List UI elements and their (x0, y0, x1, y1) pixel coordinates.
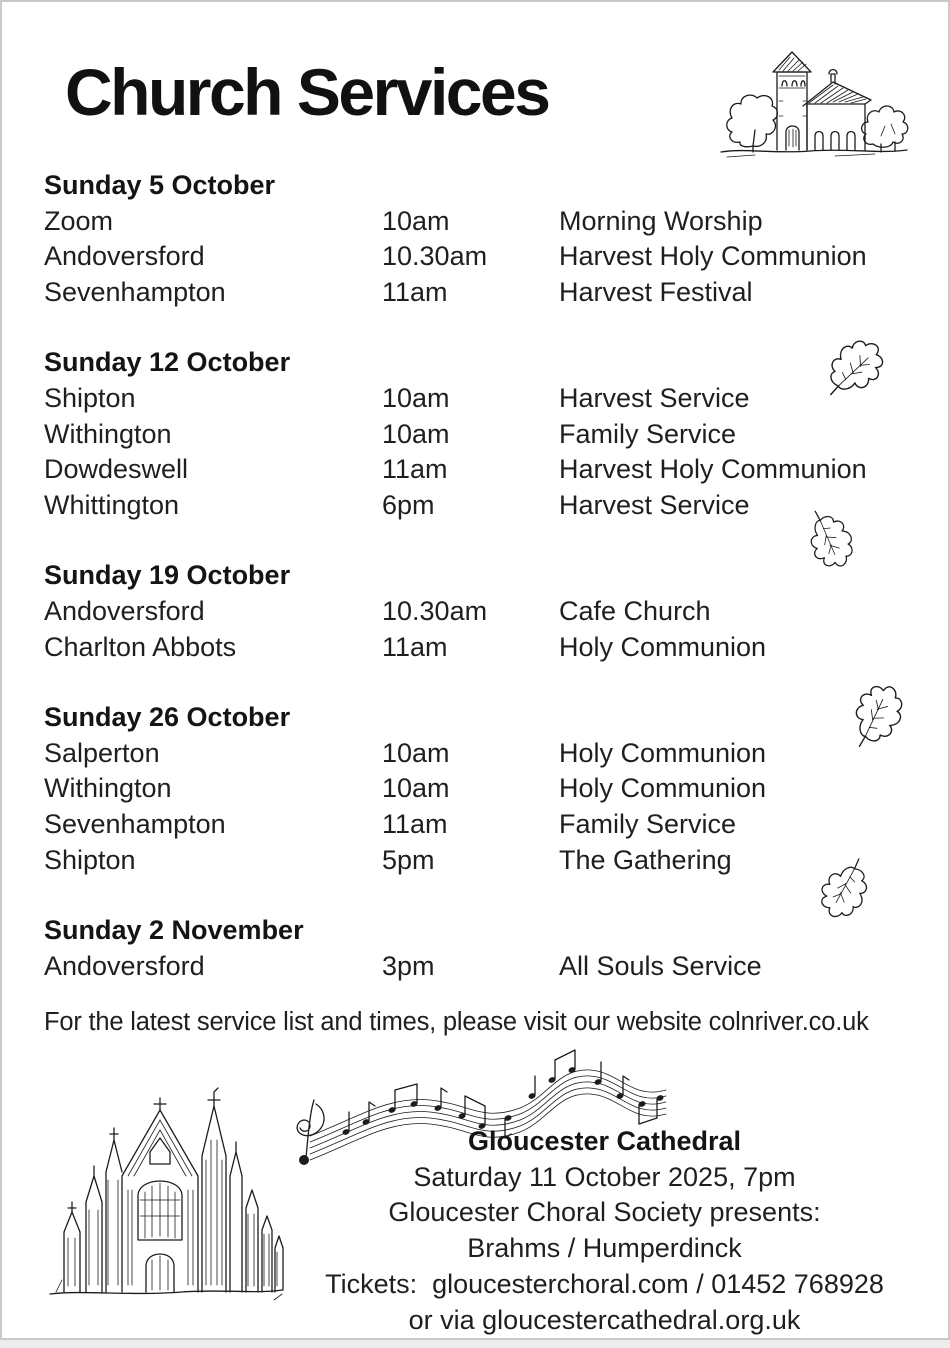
service-time: 11am (382, 631, 448, 662)
service-time: 11am (382, 808, 448, 839)
service-time: 10am (382, 418, 450, 449)
service-location: Andoversford (44, 595, 205, 626)
service-list (44, 168, 906, 1019)
event-tickets: Tickets: gloucesterchoral.com / 01452 768928 (325, 1268, 884, 1299)
event-presenter: Gloucester Choral Society presents: (388, 1197, 821, 1228)
service-name: Harvest Service (559, 382, 750, 413)
service-row (44, 239, 906, 275)
service-row (44, 771, 906, 807)
service-name: The Gathering (559, 844, 732, 875)
service-location: Dowdeswell (44, 454, 189, 485)
website-note: For the latest service list and times, please visit our website colnriver.co.uk (44, 1008, 869, 1036)
section-sunday-5-october (44, 168, 906, 310)
service-location: Andoversford (44, 241, 205, 272)
event-programme: Brahms / Humperdinck (467, 1233, 742, 1264)
service-time: 10am (382, 205, 450, 236)
service-name: Morning Worship (559, 205, 763, 236)
service-row (44, 417, 906, 453)
service-name: All Souls Service (559, 950, 762, 981)
service-name: Holy Communion (559, 631, 767, 662)
section-sunday-26-october (44, 700, 906, 878)
service-location: Sevenhampton (44, 276, 226, 307)
service-location: Sevenhampton (44, 808, 226, 839)
section-heading: Sunday 5 October (44, 170, 276, 200)
service-time: 11am (382, 454, 448, 485)
event-venue: Gloucester Cathedral (467, 1126, 742, 1156)
section-heading: Sunday 12 October (44, 347, 291, 378)
event-tickets-alt: or via gloucestercathedral.org.uk (408, 1304, 801, 1335)
service-row (44, 381, 906, 417)
service-time: 6pm (382, 489, 435, 520)
service-row (44, 275, 906, 311)
service-location: Zoom (44, 205, 114, 236)
service-name: Family Service (559, 808, 737, 839)
event-details (257, 1124, 950, 1338)
service-location: Shipton (44, 844, 136, 875)
service-time: 10am (382, 737, 450, 768)
service-location: Withington (44, 773, 172, 804)
service-name: Harvest Holy Communion (559, 241, 867, 272)
service-row (44, 949, 906, 985)
service-location: Withington (44, 418, 172, 449)
service-row (44, 807, 906, 843)
event-datetime: Saturday 11 October 2025, 7pm (413, 1161, 796, 1192)
service-name: Cafe Church (559, 595, 711, 626)
service-time: 5pm (382, 844, 435, 875)
cathedral-illustration (42, 1080, 288, 1306)
service-location: Andoversford (44, 950, 205, 981)
service-name: Harvest Festival (559, 276, 753, 307)
oak-leaf-icon (809, 855, 879, 925)
service-time: 11am (382, 276, 448, 307)
section-sunday-19-october (44, 558, 906, 665)
service-location: Shipton (44, 382, 136, 413)
service-time: 10.30am (382, 595, 488, 626)
service-row (44, 594, 906, 630)
service-row (44, 630, 906, 666)
service-time: 10am (382, 773, 450, 804)
service-row (44, 204, 906, 240)
service-name: Harvest Holy Communion (559, 454, 867, 485)
service-location: Whittington (44, 489, 180, 520)
service-name: Holy Communion (559, 773, 767, 804)
service-time: 10.30am (382, 241, 488, 272)
section-heading: Sunday 19 October (44, 560, 291, 591)
service-time: 3pm (382, 950, 435, 981)
service-row (44, 843, 906, 879)
service-row (44, 736, 906, 772)
service-row (44, 452, 906, 488)
section-sunday-12-october (44, 345, 906, 523)
section-heading: Sunday 26 October (44, 702, 291, 733)
service-name: Harvest Service (559, 489, 750, 520)
section-sunday-2-november (44, 913, 906, 984)
service-location: Salperton (44, 737, 160, 768)
service-name: Holy Communion (559, 737, 767, 768)
service-name: Family Service (559, 418, 737, 449)
oak-leaf-icon (820, 332, 892, 404)
service-time: 10am (382, 382, 450, 413)
page-title: Church Services (65, 55, 549, 129)
section-heading: Sunday 2 November (44, 915, 304, 946)
village-church-illustration (715, 46, 913, 166)
service-location: Charlton Abbots (44, 631, 237, 662)
service-row (44, 488, 906, 524)
